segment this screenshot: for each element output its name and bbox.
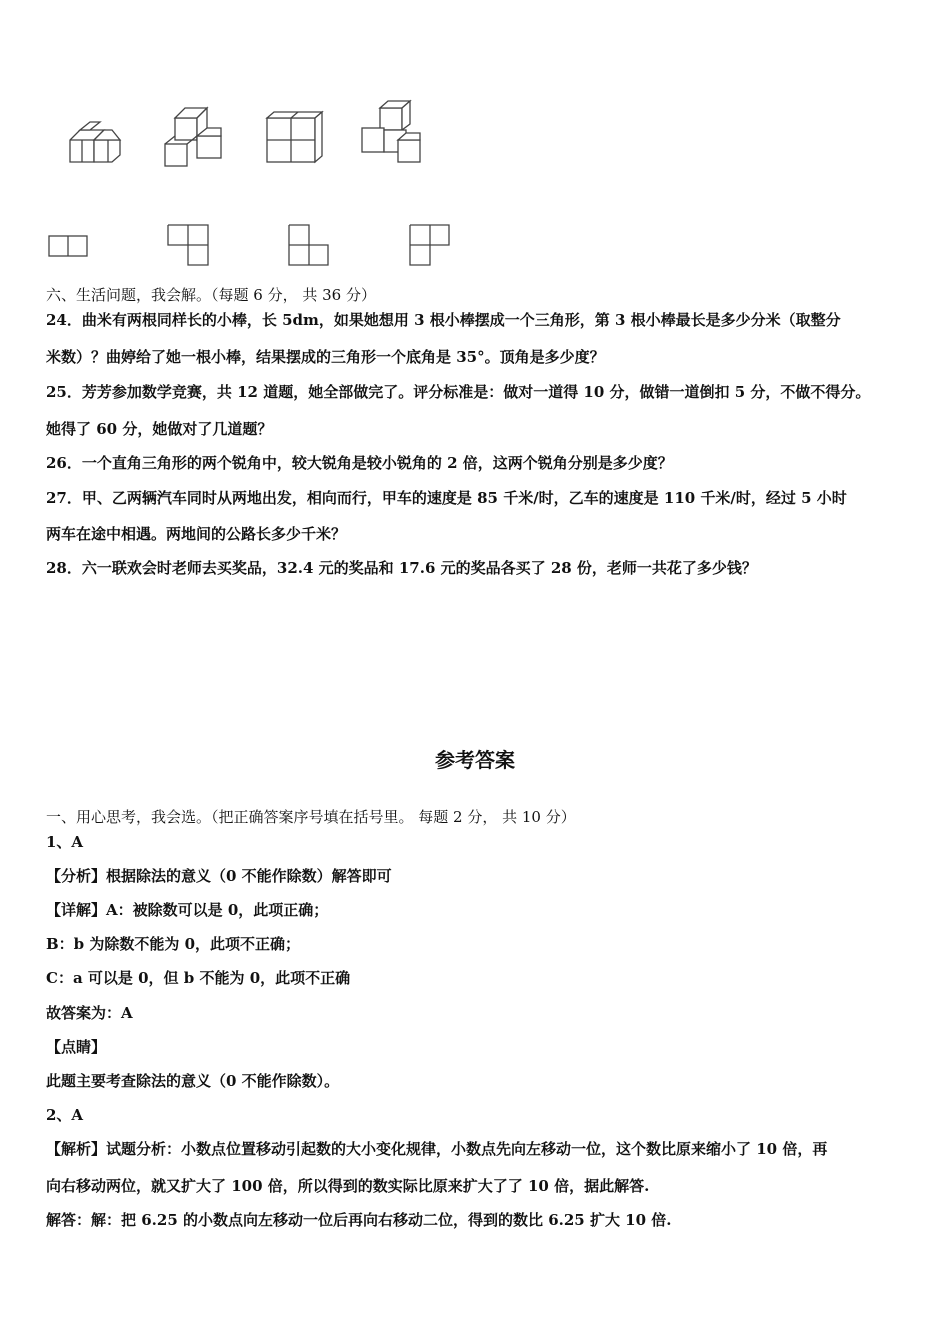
view-figure-2 xyxy=(168,225,208,265)
answer-1-tip: 此题主要考查除法的意义（0 不能作除数）。 xyxy=(46,1072,340,1090)
answer-1-analysis: 【分析】根据除法的意义（0 不能作除数）解答即可 xyxy=(46,867,392,885)
answer-2-solution: 解答：解：把 6.25 的小数点向左移动一位后再向右移动二位，得到的数比 6.25 扩大 10 倍. xyxy=(46,1211,672,1229)
question-26: 26．一个直角三角形的两个锐角中，较大锐角是较小锐角的 2 倍，这两个锐角分别是多少度？ xyxy=(46,454,673,472)
answers-title: 参考答案 xyxy=(435,748,515,772)
question-25-line1: 25．芳芳参加数学竞赛，共 12 道题，她全部做完了。评分标准是：做对一道得 10 分，做错一道倒扣 5 分，不做不得分。 xyxy=(46,383,871,401)
section6-heading: 六、生活问题，我会解。（每题 6 分， 共 36 分） xyxy=(46,286,376,304)
answer-1-head: 1、A xyxy=(46,833,84,851)
answer-2-head: 2、A xyxy=(46,1106,84,1124)
question-27-line1: 27．甲、乙两辆汽车同时从两地出发，相向而行，甲车的速度是 85 千米/时，乙车的速度是 110 千米/时，经过 5 小时 xyxy=(46,489,847,507)
figures-area xyxy=(0,0,950,280)
view-figure-1 xyxy=(49,236,87,256)
answer-2-analysis-line2: 向右移动两位，就又扩大了 100 倍，所以得到的数实际比原来扩大了了 10 倍，据此解答. xyxy=(46,1177,650,1195)
question-25-line2: 她得了 60 分，她做对了几道题？ xyxy=(46,420,273,438)
question-24-line2: 米数）？曲婷给了她一根小棒，结果摆成的三角形一个底角是 35°。顶角是多少度？ xyxy=(46,348,605,366)
answer-1-tip-label: 【点睛】 xyxy=(46,1038,107,1056)
cube-figure-3 xyxy=(267,112,322,162)
question-28: 28．六一联欢会时老师去买奖品，32.4 元的奖品和 17.6 元的奖品各买了 28 份，老师一共花了多少钱？ xyxy=(46,559,757,577)
cube-figure-1 xyxy=(70,122,120,162)
cube-figure-2 xyxy=(165,108,221,166)
question-24-line1: 24．曲米有两根同样长的小棒，长 5dm，如果她想用 3 根小棒摆成一个三角形，第 3 根小棒最长是多少分米（取整分 xyxy=(46,311,841,329)
view-figure-3 xyxy=(289,225,328,265)
answer-1-conclusion: 故答案为：A xyxy=(46,1004,133,1022)
answer-1-detail: 【详解】A：被除数可以是 0，此项正确； xyxy=(46,901,329,919)
view-figure-4 xyxy=(410,225,449,265)
answer-1-option-c: C：a 可以是 0，但 b 不能为 0，此项不正确 xyxy=(46,969,351,987)
question-27-line2: 两车在途中相遇。两地间的公路长多少千米？ xyxy=(46,525,347,543)
answer-1-option-b: B：b 为除数不能为 0，此项不正确； xyxy=(46,935,301,953)
answers-section1-heading: 一、用心思考，我会选。（把正确答案序号填在括号里。 每题 2 分， 共 10 分） xyxy=(46,808,576,826)
cube-figure-4 xyxy=(362,101,420,162)
answer-2-analysis-line1: 【解析】试题分析：小数点位置移动引起数的大小变化规律，小数点先向左移动一位，这个数比原来缩小了 10 倍，再 xyxy=(46,1140,828,1158)
